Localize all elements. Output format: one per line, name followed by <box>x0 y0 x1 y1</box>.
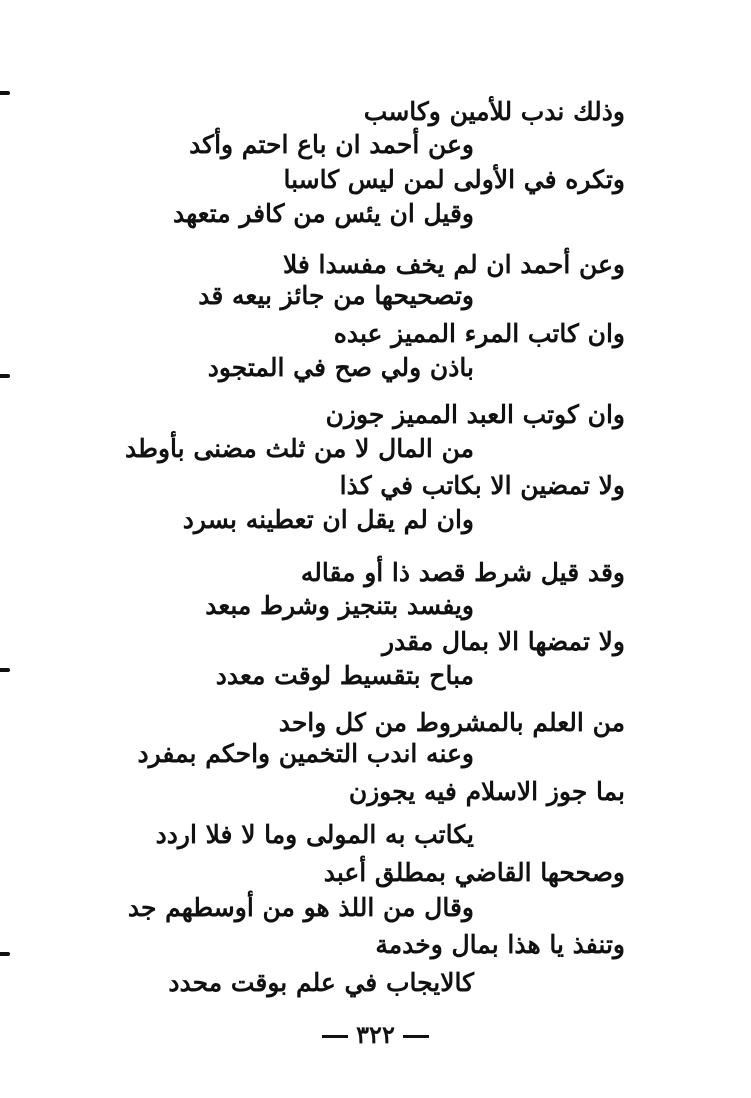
verse-line: مباح بتقسيط لوقت معدد <box>215 661 474 690</box>
page-number-text: ٣٢٢ <box>356 1020 395 1049</box>
verse-line: باذن ولي صح في المتجود <box>207 353 474 382</box>
verse-line: وقال من اللذ هو من أوسطهم جد <box>127 893 474 922</box>
verse-line: وعن أحمد ان باع احتم وأكد <box>189 130 474 159</box>
dash-right <box>403 1035 429 1038</box>
verse-line: وصححها القاضي بمطلق أعبد <box>323 858 625 887</box>
verse-line: وتكره في الأولى لمن ليس كاسبا <box>283 165 625 194</box>
verse-line: وقيل ان يئس من كافر متعهد <box>172 199 474 228</box>
verse-line: من العلم بالمشروط من كل واحد <box>278 708 625 737</box>
margin-mark <box>0 952 10 956</box>
verse-line: يكاتب به المولى وما لا فلا اردد <box>155 820 474 849</box>
verse-line: وان لم يقل ان تعطينه بسرد <box>182 505 474 534</box>
verse-line: وذلك ندب للأمين وكاسب <box>363 97 625 126</box>
margin-mark <box>0 91 10 95</box>
page-number <box>0 1018 751 1052</box>
margin-mark <box>0 374 10 378</box>
verse-line: وتنفذ يا هذا بمال وخدمة <box>375 930 625 959</box>
verse-line: ولا تمضها الا بمال مقدر <box>381 627 625 656</box>
verse-line: كالايجاب في علم بوقت محدد <box>168 968 474 997</box>
margin-mark <box>0 668 10 672</box>
verse-line: بما جوز الاسلام فيه يجوزن <box>348 777 625 806</box>
verse-line: وان كاتب المرء المميز عبده <box>333 319 625 348</box>
verse-line: وعن أحمد ان لم يخف مفسدا فلا <box>282 250 625 279</box>
verse-line: وان كوتب العبد المميز جوزن <box>325 400 625 429</box>
verse-line: وتصحيحها من جائز بيعه قد <box>198 281 474 310</box>
verse-line: وقد قيل شرط قصد ذا أو مقاله <box>300 558 625 587</box>
verse-line: وعنه اندب التخمين واحكم بمفرد <box>137 739 474 768</box>
dash-left <box>322 1035 348 1038</box>
verse-line: ولا تمضين الا بكاتب في كذا <box>339 471 625 500</box>
verse-line: من المال لا من ثلث مضنى بأوطد <box>124 434 474 463</box>
verse-line: ويفسد بتنجيز وشرط مبعد <box>205 591 474 620</box>
